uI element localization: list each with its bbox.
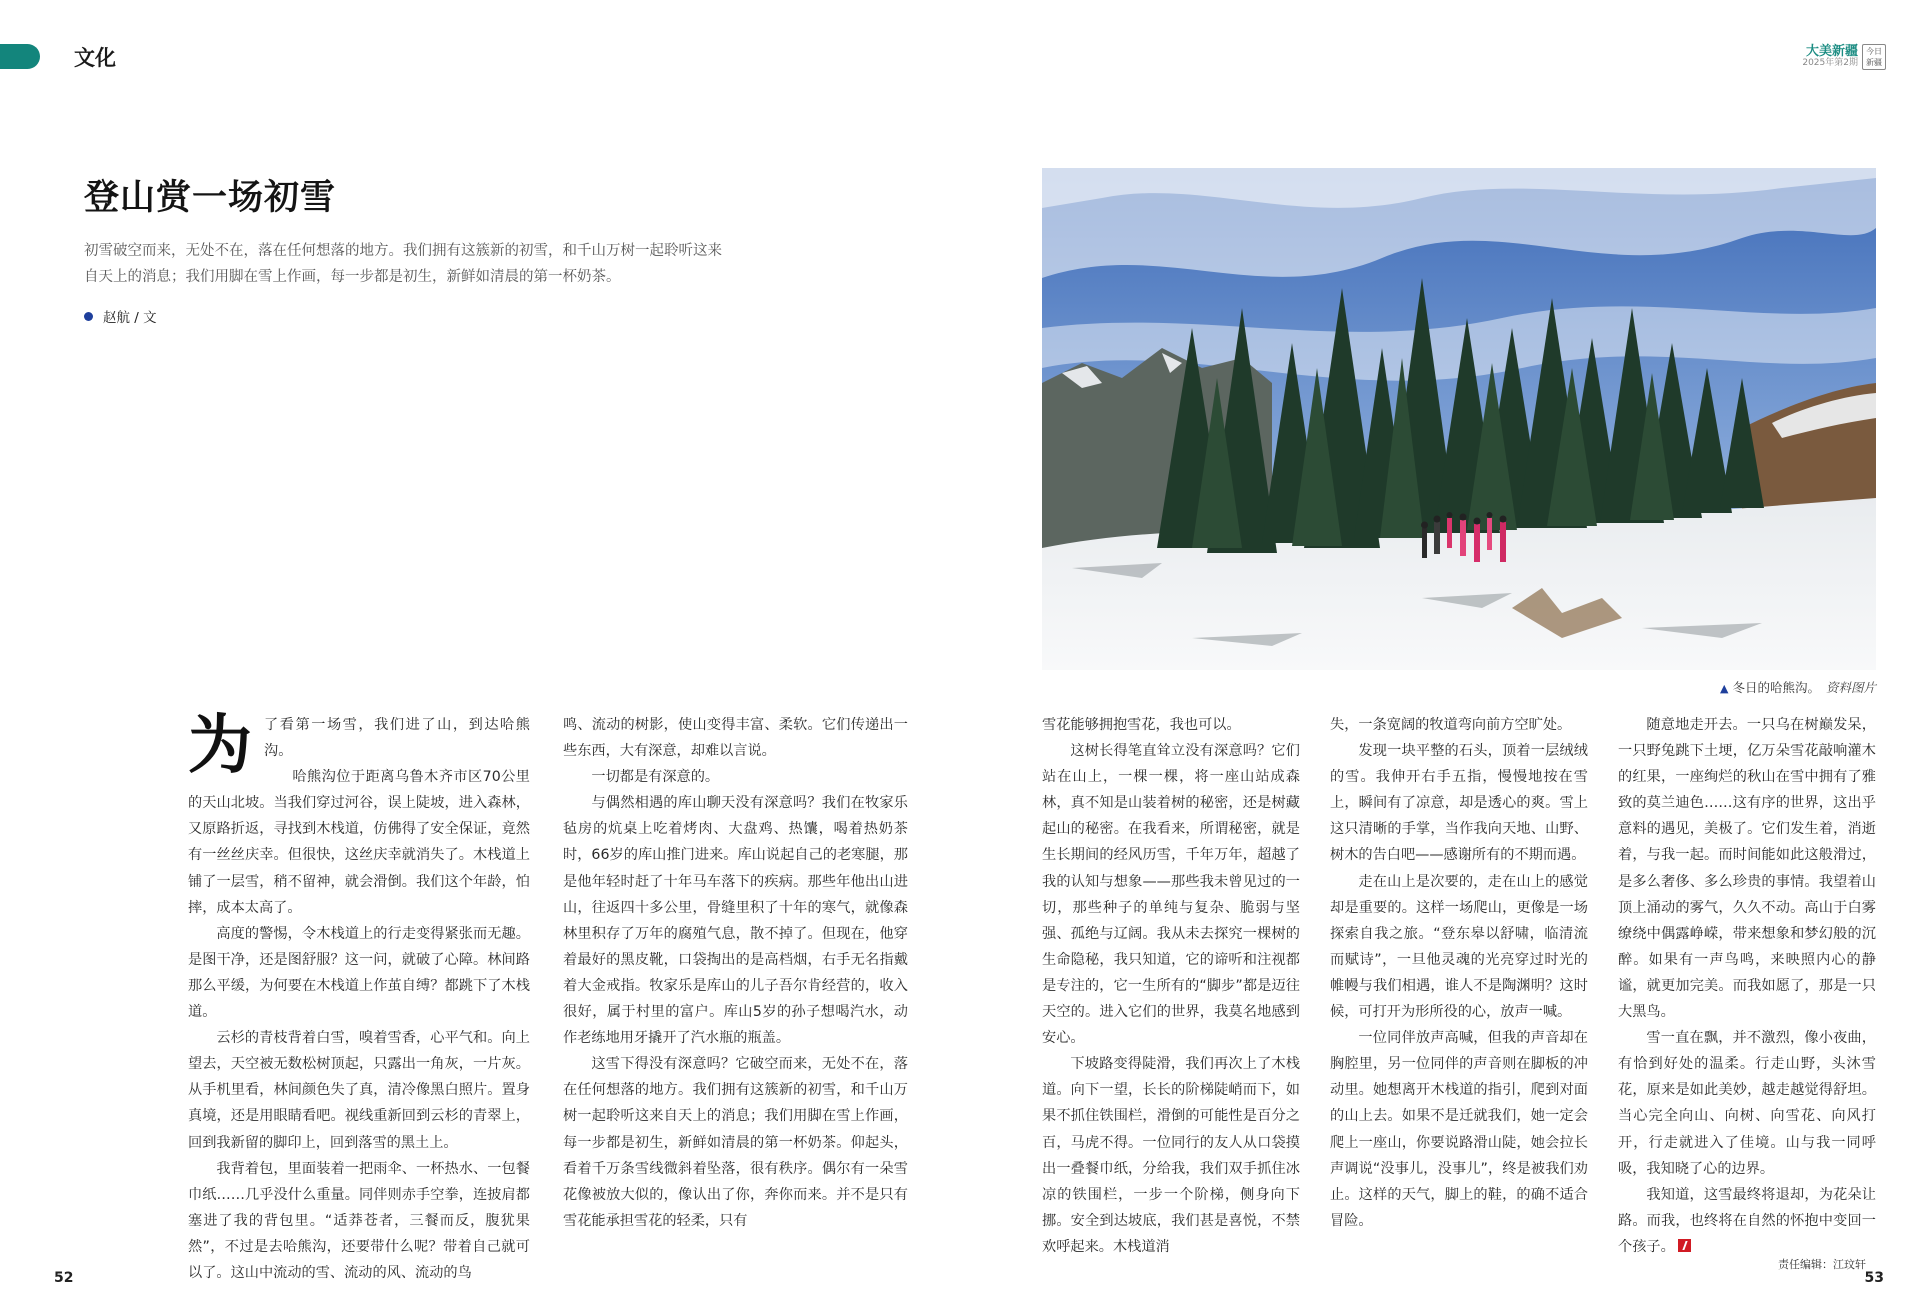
section-label: 文化 bbox=[74, 46, 116, 70]
closing-text: 我知道，这雪最终将退却，为花朵让路。而我，也终将在自然的怀抱中变回一个孩子。 bbox=[1618, 1186, 1876, 1255]
text-column-4 bbox=[1330, 712, 1588, 1234]
photo-credit: 资料图片 bbox=[1825, 680, 1876, 695]
snowy-forest-hikers-image bbox=[1042, 168, 1876, 670]
paragraph: 失，一条宽阔的牧道弯向前方空旷处。 bbox=[1330, 717, 1572, 733]
article-title: 登山赏一场初雪 bbox=[84, 178, 337, 218]
caption-text: 冬日的哈熊沟。 bbox=[1732, 680, 1820, 695]
magazine-name: 大美新疆 bbox=[1805, 44, 1858, 60]
paragraph: 云杉的青枝背着白雪，嗅着雪香，心平气和。向上望去，天空被无数松树顶起，只露出一角灰，一片灰。从手机里看，林间颜色失了真，清冷像黑白照片。置身真境，还是用眼睛看吧。视线重新回到云杉的青翠上，回到我新留的脚印上，回到落雪的黑土上。 bbox=[188, 1030, 530, 1151]
paragraph: 与偶然相遇的库山聊天没有深意吗？我们在牧家乐毡房的炕桌上吃着烤肉、大盘鸡、热馕，喝着热奶茶时，66岁的库山推门进来。库山说起自己的老寒腿，那是他年轻时赶了十年马车落下的疾病。那些年他出山进山，往返四十多公里，骨缝里积了十年的寒气，就像森林里积存了万年的腐殖气息，散不掉了。但现在，他穿着最好的黑皮靴，口袋掏出的是高档烟，右手无名指戴着大金戒指。牧家乐是库山的儿子吾尔肯经营的，收入很好，属于村里的富户。库山5岁的孙子想喝汽水，动作老练地用牙撬开了汽水瓶的瓶盖。 bbox=[563, 795, 908, 1047]
article-lede: 初雪破空而来，无处不在，落在任何想落的地方。我们拥有这簇新的初雪，和千山万树一起聆听这来自天上的消息；我们用脚在雪上作画，每一步都是初生，新鲜如清晨的第一杯奶茶。 bbox=[84, 243, 722, 285]
paragraph: 鸣、流动的树影，使山变得丰富、柔软。它们传递出一些东西，大有深意，却难以言说。 bbox=[563, 717, 908, 760]
paragraph: 一切都是有深意的。 bbox=[591, 769, 720, 786]
magazine-logo-box bbox=[1862, 44, 1886, 70]
paragraph: 一位同伴放声高喊，但我的声音却在胸腔里，另一位同伴的声音则在脚板的冲动里。她想离开木栈道的指引，爬到对面的山上去。如果不是迁就我们，她一定会爬上一座山，你要说路滑山陡，她会拉长声调说“没事儿，没事儿”，终是被我们劝止。这样的天气，脚上的鞋，的确不适合冒险。 bbox=[1330, 1030, 1588, 1229]
page-number-left: 52 bbox=[54, 1270, 74, 1286]
byline-dot-icon bbox=[84, 312, 93, 321]
page-number-right: 53 bbox=[1864, 1270, 1884, 1286]
drop-cap: 为 bbox=[188, 708, 252, 783]
text-column-1 bbox=[188, 708, 530, 1286]
text-column-3 bbox=[1042, 712, 1300, 1260]
text-column-2 bbox=[563, 712, 908, 1234]
paragraph: 了看第一场雪，我们进了山，到达哈熊沟。 bbox=[264, 717, 530, 760]
paragraph: 走在山上是次要的，走在山上的感觉却是重要的。这样一场爬山，更像是一场探索自我之旅。“登东皋以舒啸，临清流而赋诗”，一旦他灵魂的光亮穿过时光的帷幔与我们相遇，谁人不是陶渊明？这时候，可打开为形所役的心，放声一喊。 bbox=[1330, 873, 1588, 1021]
caption-triangle-icon: ▲ bbox=[1720, 682, 1729, 695]
issue-number: 2025年第2期 bbox=[1802, 58, 1858, 69]
byline bbox=[84, 306, 157, 326]
section-tab-marker bbox=[0, 44, 40, 69]
paragraph: 哈熊沟位于距离乌鲁木齐市区70公里的天山北坡。当我们穿过河谷，误上陡坡，进入森林，又原路折返，寻找到木栈道，仿佛得了安全保证，竟然有一丝丝庆幸。但很快，这丝庆幸就消失了。木栈道上铺了一层雪，稍不留神，就会滑倒。我们这个年龄，怕摔，成本太高了。 bbox=[188, 769, 530, 916]
paragraph: 雪一直在飘，并不激烈，像小夜曲，有恰到好处的温柔。行走山野，头沐雪花，原来是如此美妙，越走越觉得舒坦。当心完全向山、向树、向雪花、向风打开，行走就进入了佳境。山与我一同呼吸，我知晓了心的边界。 bbox=[1618, 1030, 1876, 1177]
paragraph bbox=[1618, 1182, 1876, 1260]
paragraph: 雪花能够拥抱雪花，我也可以。 bbox=[1042, 717, 1241, 733]
paragraph: 随意地走开去。一只乌在树巅发呆，一只野兔跳下土埂，亿万朵雪花敲响灌木的红果，一座绚烂的秋山在雪中拥有了雅致的莫兰迪色……这有序的世界，这出乎意料的遇见，美极了。它们发生着，消逝着，与我一起。而时间能如此这般滑过，是多么奢侈、多么珍贵的事情。我望着山顶上涌动的雾气，久久不动。高山于白雾缭绕中偶露峥嵘，带来想象和梦幻般的沉醉。如果有一声鸟鸣，来映照内心的静谧，就更加完美。而我如愿了，那是一只大黑鸟。 bbox=[1618, 717, 1876, 1021]
masthead bbox=[1802, 44, 1886, 70]
paragraph: 我背着包，里面装着一把雨伞、一杯热水、一包餐巾纸……几乎没什么重量。同伴则赤手空拳，连披肩都塞进了我的背包里。“适莽苍者，三餐而反，腹犹果然”，不过是去哈熊沟，还要带什么呢？带着自己就可以了。这山中流动的雪、流动的风、流动的鸟 bbox=[188, 1160, 530, 1281]
paragraph: 下坡路变得陡滑，我们再次上了木栈道。向下一望，长长的阶梯陡峭而下，如果不抓住铁围栏，滑倒的可能性是百分之百，马虎不得。一位同行的友人从口袋摸出一叠餐巾纸，分给我，我们双手抓住冰凉的铁围栏，一步一个阶梯，侧身向下挪。安全到达坡底，我们甚是喜悦，不禁欢呼起来。木栈道消 bbox=[1042, 1056, 1300, 1255]
paragraph: 这树长得笔直耸立没有深意吗？它们站在山上，一棵一棵，将一座山站成森林，真不知是山装着树的秘密，还是树藏起山的秘密。在我看来，所谓秘密，就是生长期间的经风历雪，千年万年，超越了我的认知与想象——那些我未曾见过的一切，那些种子的单纯与复杂、脆弱与坚强、孤绝与辽阔。我从未去探究一棵树的生命隐秘，我只知道，它的谛听和注视都是专注的，它一生所有的“脚步”都是迈往天空的。进入它们的世界，我莫名地感到安心。 bbox=[1042, 743, 1300, 1047]
paragraph: 高度的警惕，令木栈道上的行走变得紧张而无趣。是图干净，还是图舒服？这一问，就破了心障。林间路那么平缓，为何要在木栈道上作茧自缚？都跳下了木栈道。 bbox=[188, 925, 530, 1021]
logo-box-line-1: 今日 bbox=[1866, 47, 1882, 56]
article-end-mark-icon bbox=[1678, 1239, 1691, 1252]
text-column-5 bbox=[1618, 712, 1876, 1260]
logo-box-line-2: 新疆 bbox=[1866, 58, 1882, 67]
byline-author: 赵航 / 文 bbox=[103, 310, 157, 326]
article-photo bbox=[1042, 168, 1876, 670]
paragraph: 这雪下得没有深意吗？它破空而来，无处不在，落在任何想落的地方。我们拥有这簇新的初雪，和千山万树一起聆听这来自天上的消息；我们用脚在雪上作画，每一步都是初生，新鲜如清晨的第一杯奶茶。仰起头，看着千万条雪线微斜着坠落，很有秩序。偶尔有一朵雪花像被放大似的，像认出了你，奔你而来。并不是只有雪花能承担雪花的轻柔，只有 bbox=[563, 1056, 908, 1229]
editor-credit: 责任编辑：江玟轩 bbox=[1778, 1258, 1866, 1271]
paragraph: 发现一块平整的石头，顶着一层绒绒的雪。我伸开右手五指，慢慢地按在雪上，瞬间有了凉意，却是透心的爽。雪上这只清晰的手掌，当作我向天地、山野、树木的告白吧——感谢所有的不期而遇。 bbox=[1330, 743, 1588, 864]
photo-caption bbox=[1042, 678, 1876, 696]
